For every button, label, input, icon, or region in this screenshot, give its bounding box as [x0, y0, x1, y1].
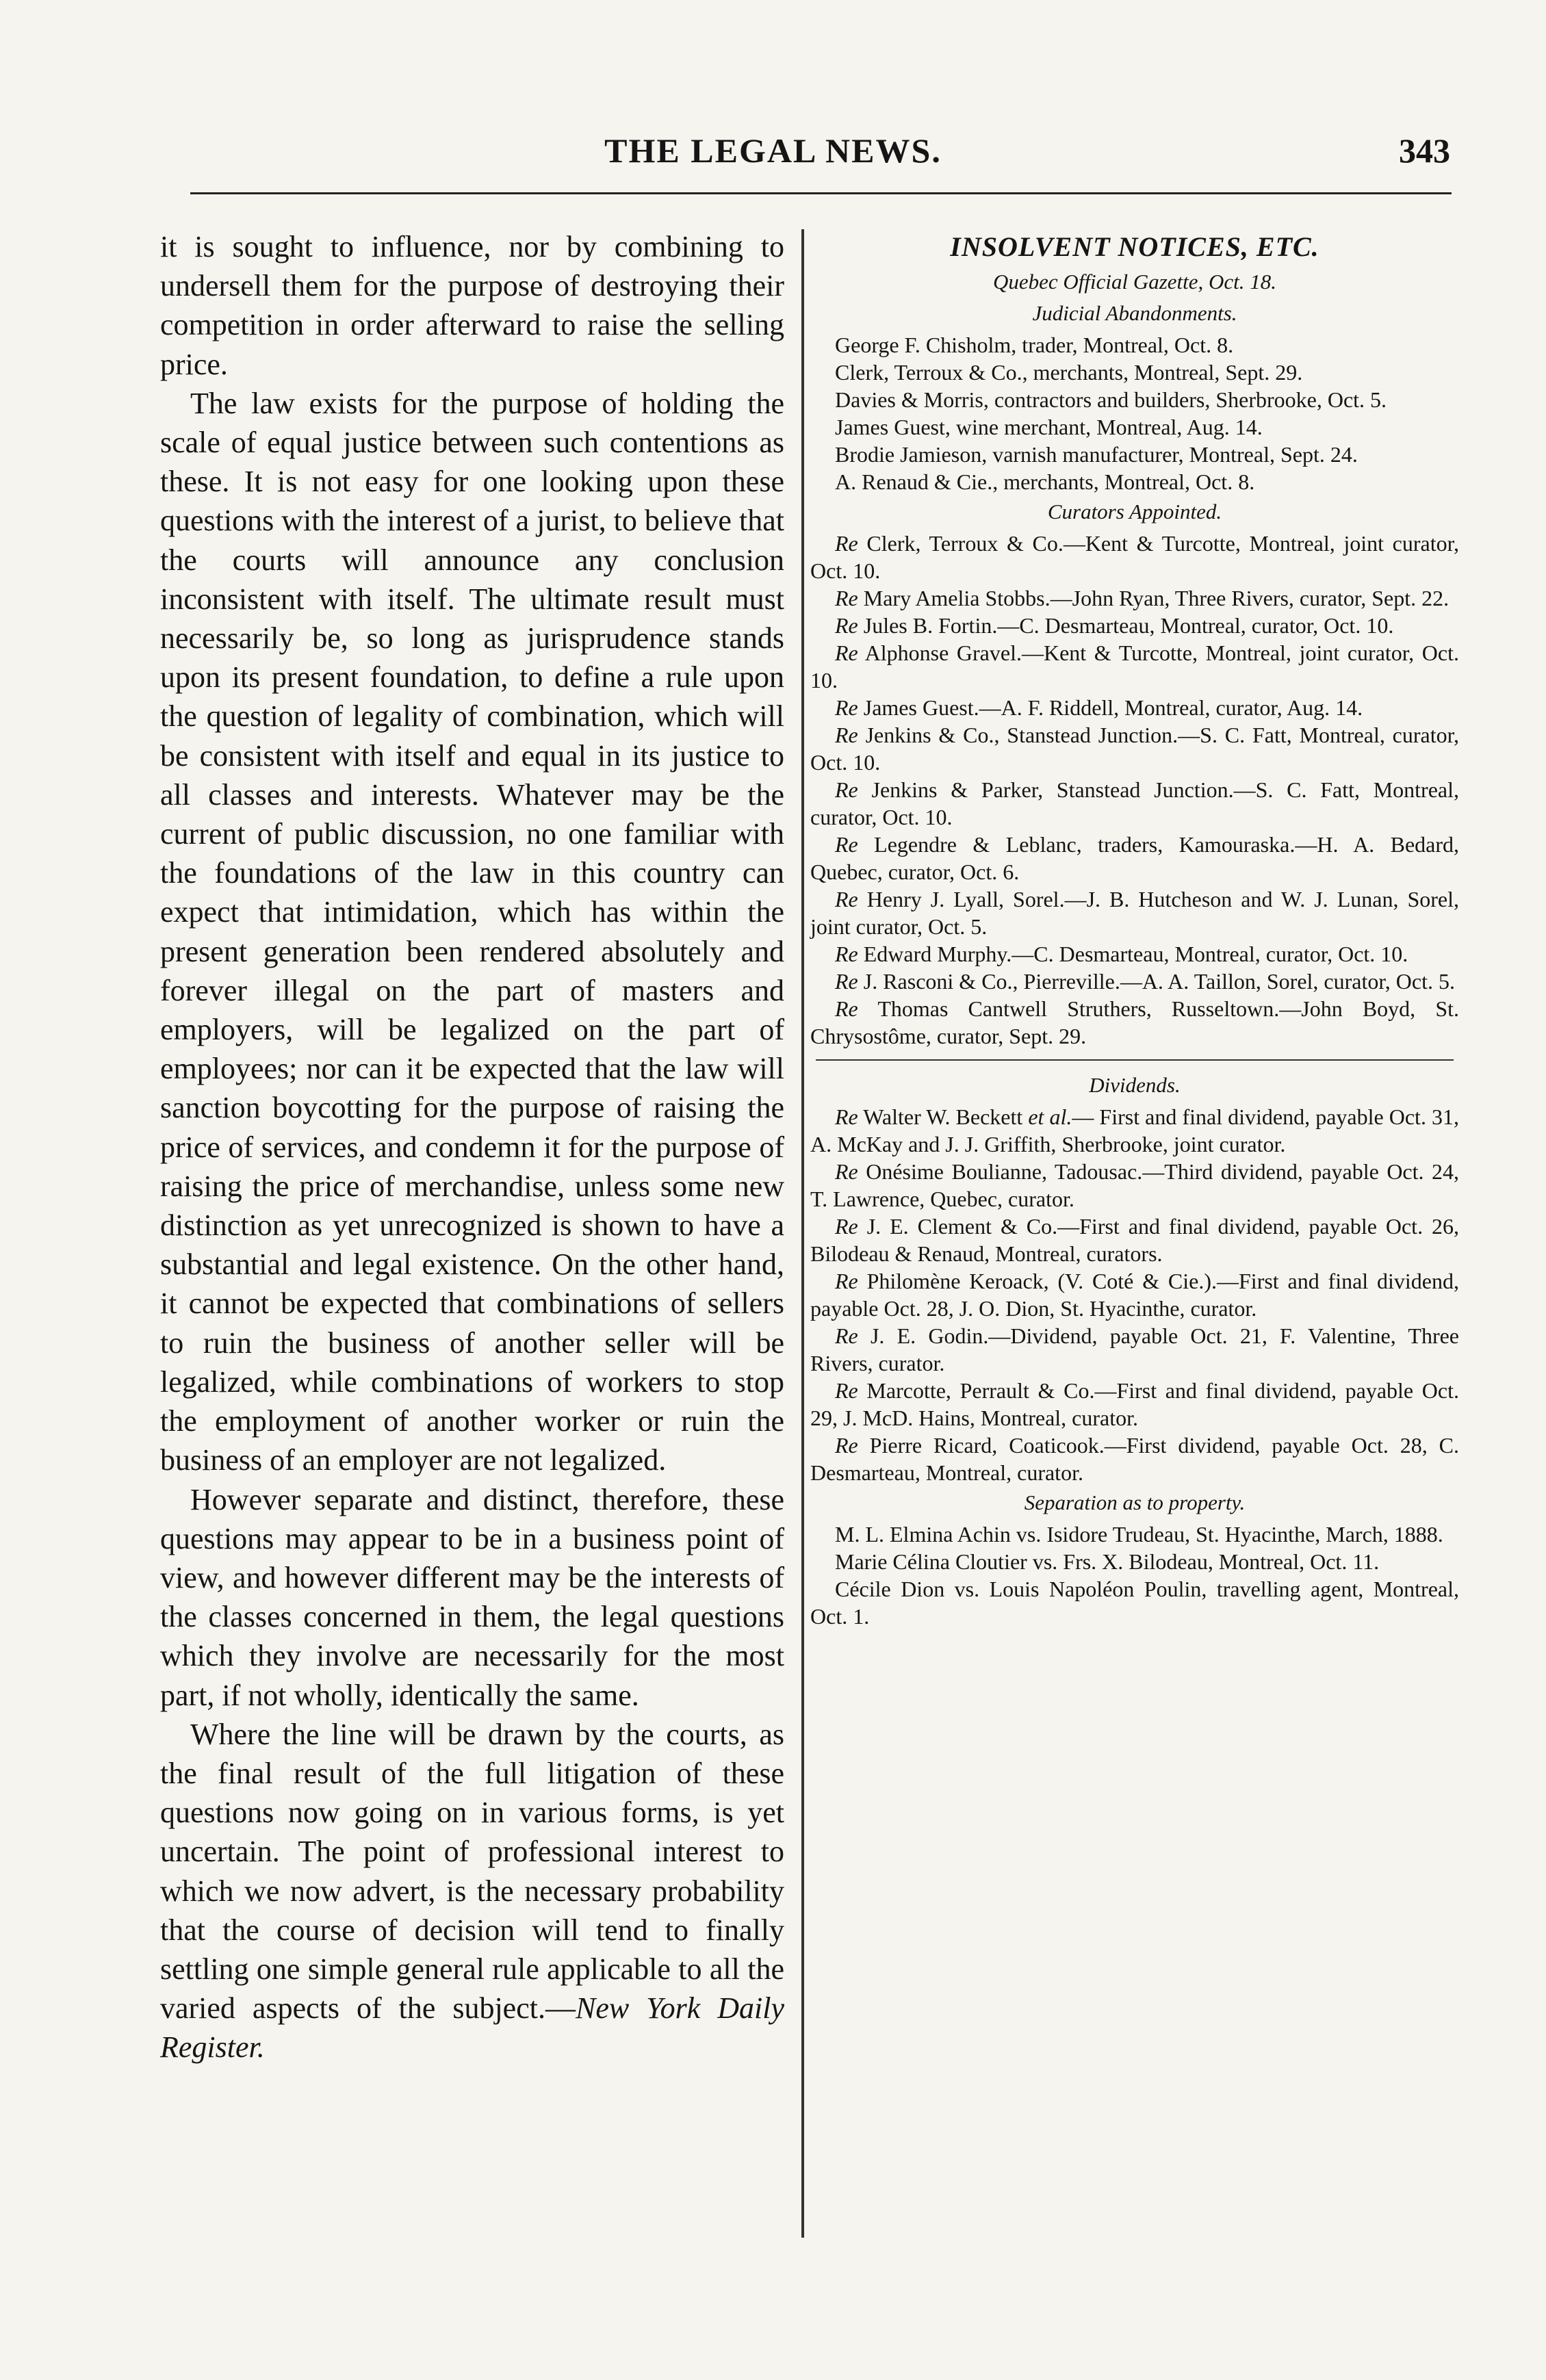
curator-entry [810, 968, 1459, 995]
right-column [810, 227, 1459, 1630]
running-title: THE LEGAL NEWS. [604, 131, 942, 170]
re-label: Re [835, 996, 858, 1021]
dividend-entry [810, 1377, 1459, 1432]
abandonment-entry: James Guest, wine merchant, Montreal, Aug. 14. [835, 415, 1263, 439]
abandonment-entry: Davies & Morris, contractors and builders, Sherbrooke, Oct. 5. [835, 387, 1387, 412]
re-label: Re [835, 1159, 858, 1184]
dividend-entry [810, 1103, 1459, 1158]
dividend-text: Onésime Boulianne, Tadousac.—Third dividend, payable Oct. 24, T. Lawrence, Quebec, curator. [810, 1159, 1459, 1211]
dividend-text: — First and final dividend, payable Oct. 31, A. McKay and J. J. Griffith, Sherbrooke, joint curator. [810, 1104, 1460, 1156]
re-label: Re [835, 1214, 858, 1239]
re-label: Re [835, 531, 858, 556]
dividend-entry [810, 1158, 1459, 1213]
re-label: Re [835, 723, 858, 747]
page-header [0, 123, 1546, 178]
separation-entry: M. L. Elmina Achin vs. Isidore Trudeau, St. Hyacinthe, March, 1888. [835, 1522, 1443, 1547]
curator-text: Alphonse Gravel.—Kent & Turcotte, Montreal, joint curator, Oct. 10. [810, 641, 1460, 693]
curator-entry [810, 831, 1459, 885]
paragraph-3: However separate and distinct, therefore, these questions may appear to be in a business point of view, and however different may be the interests of the classes concerned in them, the legal questions which they involve are necessarily for the most part, if not wholly, identically the same. [160, 1482, 784, 1712]
gazette-line: Quebec Official Gazette, Oct. 18. [992, 270, 1277, 294]
curator-entry [810, 530, 1459, 584]
re-label: Re [835, 1378, 858, 1403]
paragraph-2: The law exists for the purpose of holding the scale of equal justice between such contentions as these. It is not easy for one looking upon these questions with the interest of a jurist, to believe that the courts will announce any conclusion inconsistent with itself. The ultimate result must necessarily be, so long as jurisprudence stands upon its present foundation, to define a rule upon the question of legality of combination, which will be consistent with itself and equal in its justice to all classes and interests. Whatever may be the current of public discussion, no one familiar with the foundations of the law in this country can expect that intimidation, which has within the present generation been rendered absolutely and forever illegal on the part of masters and employers, will be legalized on the part of employees; nor can it be expected that the law will sanction boycotting for the purpose of raising the price of services, and condemn it for the purpose of raising the price of merchandise, unless some new distinction as yet unrecognized is shown to have a substantial and legal existence. On the other hand, it cannot be expected that combinations of sellers to ruin the business of another seller will be legalized, while combinations of workers to stop the employment of another worker or ruin the business of an employer are not legalized. [160, 386, 784, 1477]
curator-entry [810, 694, 1459, 721]
re-label: Re [835, 1433, 858, 1458]
re-label: Re [835, 969, 858, 994]
curator-entry [810, 885, 1459, 940]
abandonment-entry: George F. Chisholm, trader, Montreal, Oct. 8. [835, 333, 1234, 357]
re-label: Re [835, 641, 858, 665]
curator-text: Henry J. Lyall, Sorel.—J. B. Hutcheson and W. J. Lunan, Sorel, joint curator, Oct. 5. [810, 887, 1460, 939]
re-label: Re [835, 942, 858, 966]
curator-text: Jenkins & Co., Stanstead Junction.—S. C. Fatt, Montreal, curator, Oct. 10. [810, 723, 1460, 775]
re-label: Re [835, 777, 858, 802]
dividend-entry [810, 1267, 1459, 1322]
abandonment-entry: Brodie Jamieson, varnish manufacturer, Montreal, Sept. 24. [835, 442, 1358, 467]
dividend-text: Pierre Ricard, Coaticook.—First dividend, payable Oct. 28, C. Desmarteau, Montreal, curator. [810, 1433, 1460, 1485]
dividend-text: J. E. Godin.—Dividend, payable Oct. 21, F. Valentine, Three Rivers, curator. [810, 1323, 1460, 1375]
page-number: 343 [1399, 131, 1450, 170]
curator-entry [810, 721, 1459, 776]
separation-entry: Marie Célina Cloutier vs. Frs. X. Bilodeau, Montreal, Oct. 11. [835, 1549, 1380, 1574]
insolvent-notices-heading: INSOLVENT NOTICES, ETC. [950, 231, 1319, 262]
header-rule [190, 192, 1452, 194]
re-label: Re [835, 586, 858, 610]
re-label: Re [835, 832, 858, 857]
re-label: Re [835, 1269, 858, 1293]
source-citation: New York Daily Register. [160, 1991, 784, 2065]
curator-entry [810, 639, 1459, 694]
separation-entry: Cécile Dion vs. Louis Napoléon Poulin, travelling agent, Montreal, Oct. 1. [810, 1577, 1459, 1629]
column-divider [801, 229, 804, 2238]
curator-entry [810, 995, 1459, 1050]
dividend-text: J. E. Clement & Co.—First and final dividend, payable Oct. 26, Bilodeau & Renaud, Montreal, curators. [810, 1214, 1460, 1266]
abandonment-entry: Clerk, Terroux & Co., merchants, Montreal, Sept. 29. [835, 360, 1303, 385]
curator-text: Clerk, Terroux & Co.—Kent & Turcotte, Montreal, joint curator, Oct. 10. [810, 531, 1460, 583]
separation-heading: Separation as to property. [1024, 1490, 1246, 1514]
re-label: Re [835, 695, 858, 720]
dividends-heading: Dividends. [1089, 1073, 1181, 1097]
curator-text: Legendre & Leblanc, traders, Kamouraska.—H. A. Bedard, Quebec, curator, Oct. 6. [810, 832, 1460, 884]
dividend-entry [810, 1322, 1459, 1377]
curator-entry [810, 940, 1459, 968]
curator-text: James Guest.—A. F. Riddell, Montreal, curator, Aug. 14. [863, 695, 1363, 720]
left-column [160, 227, 784, 2067]
curator-entry [810, 776, 1459, 831]
re-label: Re [835, 613, 858, 638]
re-label: Re [835, 887, 858, 911]
paragraph-1: it is sought to influence, nor by combining to undersell them for the purpose of destroying their competition in order afterward to raise the selling price. [160, 230, 784, 381]
curator-text: Jules B. Fortin.—C. Desmarteau, Montreal, curator, Oct. 10. [863, 613, 1394, 638]
paragraph-4 [160, 1715, 784, 2067]
curator-text: Mary Amelia Stobbs.—John Ryan, Three Rivers, curator, Sept. 22. [863, 586, 1450, 610]
curator-text: J. Rasconi & Co., Pierreville.—A. A. Taillon, Sorel, curator, Oct. 5. [863, 969, 1455, 994]
curator-text: Thomas Cantwell Struthers, Russeltown.—John Boyd, St. Chrysostôme, curator, Sept. 29. [810, 996, 1460, 1048]
curator-text: Jenkins & Parker, Stanstead Junction.—S. C. Fatt, Montreal, curator, Oct. 10. [810, 777, 1460, 829]
dividend-name: Walter W. Beckett [863, 1104, 1023, 1129]
re-label: Re [835, 1104, 858, 1129]
re-label: Re [835, 1323, 858, 1348]
curator-text: Edward Murphy.—C. Desmarteau, Montreal, curator, Oct. 10. [863, 942, 1408, 966]
curator-entry [810, 612, 1459, 639]
dividend-text: Marcotte, Perrault & Co.—First and final dividend, payable Oct. 29, J. McD. Hains, Montreal, curator. [810, 1378, 1460, 1430]
curators-heading: Curators Appointed. [1047, 500, 1222, 523]
dividend-entry [810, 1213, 1459, 1267]
dividend-text: Philomène Keroack, (V. Coté & Cie.).—First and final dividend, payable Oct. 28, J. O. Dion, St. Hyacinthe, curator. [810, 1269, 1460, 1321]
paragraph-4-text: Where the line will be drawn by the courts, as the final result of the full litigation of these questions now going on in various forms, is yet uncertain. The point of professional interest to which we now advert, is the necessary probability that the course of decision will tend to finally settling one simple general rule applicable to all the varied aspects of the subject.— [160, 1717, 784, 2026]
section-divider [816, 1059, 1454, 1061]
curator-entry [810, 584, 1459, 612]
abandonments-heading: Judicial Abandonments. [1032, 301, 1237, 325]
et-al: et al. [1028, 1104, 1072, 1129]
abandonment-entry: A. Renaud & Cie., merchants, Montreal, Oct. 8. [835, 469, 1255, 494]
dividend-entry [810, 1432, 1459, 1486]
